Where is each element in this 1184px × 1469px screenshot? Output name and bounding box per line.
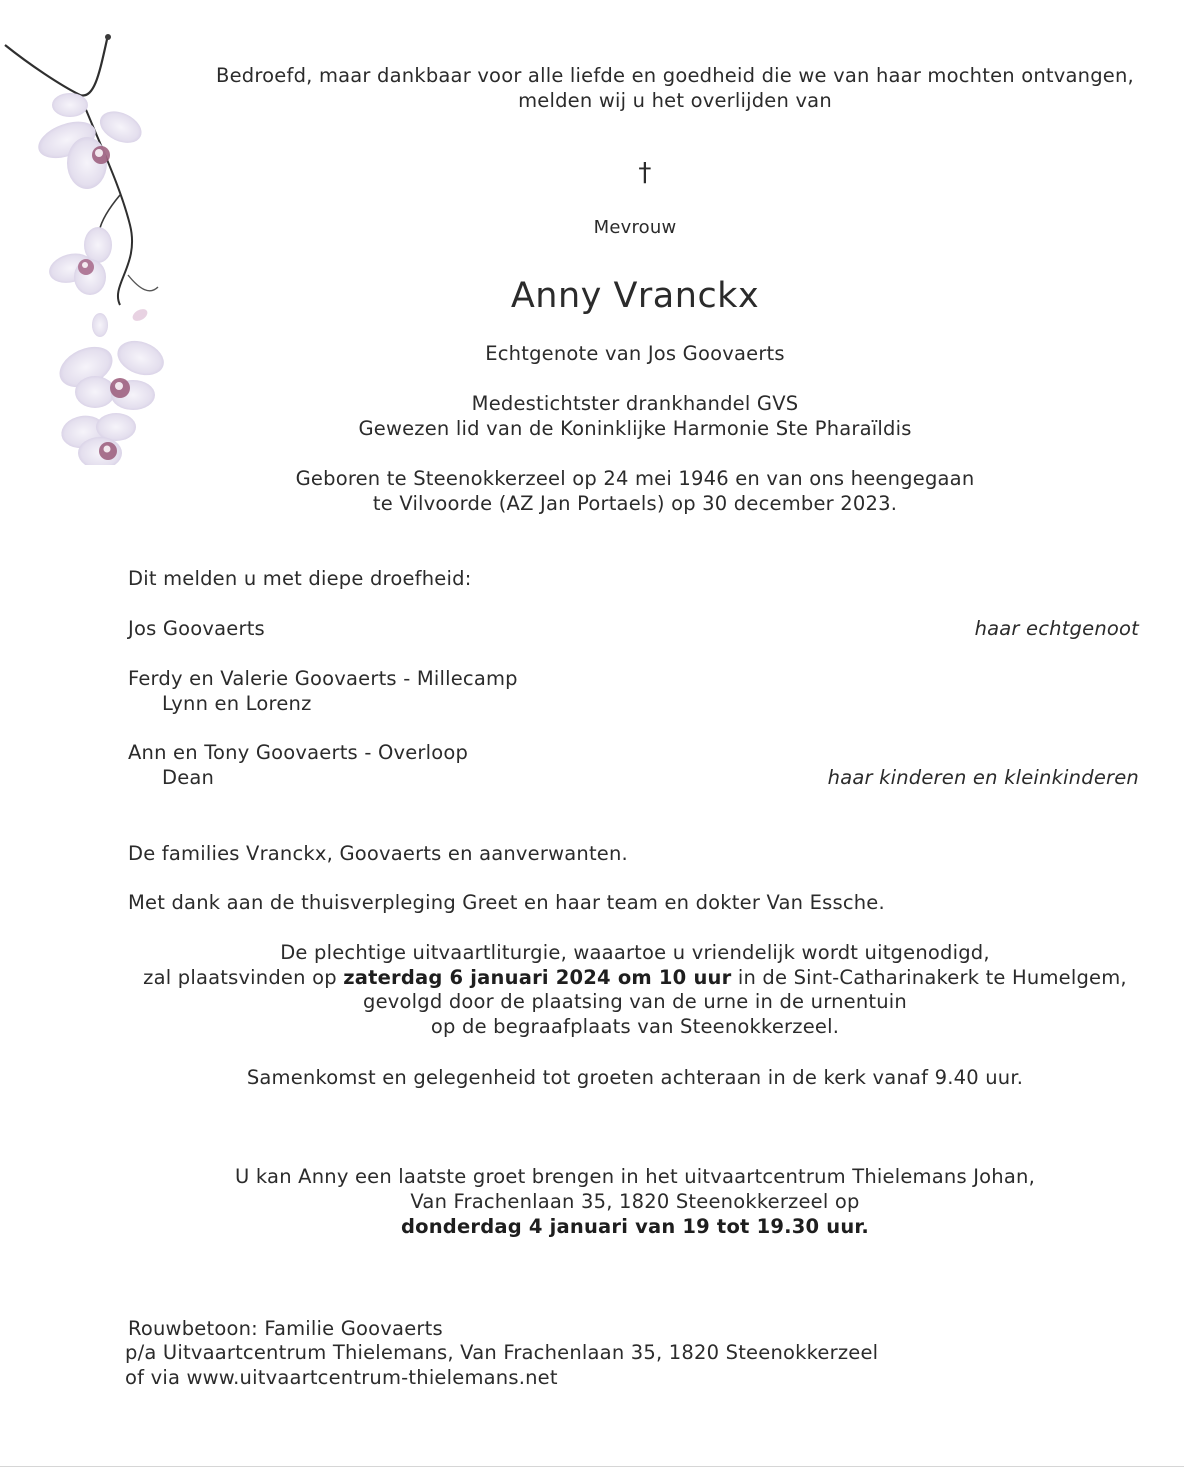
condolences-address: p/a Uitvaartcentrum Thielemans, Van Frachenlaan 35, 1820 Steenokkerzeel <box>125 1341 879 1364</box>
spouse-name: Jos Goovaerts <box>128 617 265 640</box>
condolences-line-1: Rouwbetoon: Familie Goovaerts <box>128 1317 443 1340</box>
spouse-relation: haar echtgenoot <box>974 617 1139 640</box>
funeral-line-3: gevolgd door de plaatsing van de urne in de urnentuin <box>363 990 907 1013</box>
visitation-line-2: Van Frachenlaan 35, 1820 Steenokkerzeel op <box>410 1190 860 1213</box>
orchid-branch-icon <box>0 25 170 465</box>
child-2: Ann en Tony Goovaerts - Overloop <box>128 741 469 764</box>
cross-symbol: † <box>638 158 652 188</box>
birth-death-line-2: te Vilvoorde (AZ Jan Portaels) op 30 december 2023. <box>372 492 898 515</box>
funeral-line-4: op de begraafplaats van Steenokkerzeel. <box>430 1015 840 1038</box>
gathering-line: Samenkomst en gelegenheid tot groeten achteraan in de kerk vanaf 9.40 uur. <box>246 1066 1024 1089</box>
intro-line-2: melden wij u het overlijden van <box>518 89 832 112</box>
visitation-date-text: donderdag 4 januari van 19 tot 19.30 uur. <box>400 1215 870 1238</box>
condolences-website[interactable]: of via www.uitvaartcentrum-thielemans.net <box>125 1366 558 1389</box>
funeral-date: zaterdag 6 januari 2024 om 10 uur <box>343 966 732 989</box>
funeral-line-2-post: in de Sint-Catharinakerk te Humelgem, <box>731 966 1127 989</box>
funeral-line-2 <box>0 966 1184 989</box>
child-1: Ferdy en Valerie Goovaerts - Millecamp <box>128 667 518 690</box>
announcement-intro: Dit melden u met diepe droefheid: <box>128 567 472 590</box>
bottom-divider <box>0 1466 1184 1467</box>
visitation-date <box>0 1215 1184 1238</box>
children-relation: haar kinderen en kleinkinderen <box>827 766 1139 789</box>
grandchildren-1: Lynn en Lorenz <box>162 692 312 715</box>
intro-line-1: Bedroefd, maar dankbaar voor alle liefde en goedheid die we van haar mochten ontvangen, <box>216 64 1134 87</box>
thanks-line: Met dank aan de thuisverpleging Greet en haar team en dokter Van Essche. <box>128 891 885 914</box>
grandchildren-2: Dean <box>162 766 215 789</box>
funeral-line-1: De plechtige uitvaartliturgie, waaartoe u vriendelijk wordt uitgenodigd, <box>280 941 990 964</box>
spouse-line: Echtgenote van Jos Goovaerts <box>485 342 785 365</box>
salutation: Mevrouw <box>593 217 677 238</box>
role-line-1: Medestichtster drankhandel GVS <box>471 392 799 415</box>
role-line-2: Gewezen lid van de Koninklijke Harmonie Ste Pharaïldis <box>358 417 912 440</box>
families-line: De families Vranckx, Goovaerts en aanverwanten. <box>128 842 628 865</box>
visitation-line-1: U kan Anny een laatste groet brengen in het uitvaartcentrum Thielemans Johan, <box>235 1165 1035 1188</box>
funeral-line-2-pre: zal plaatsvinden op <box>143 966 344 989</box>
birth-death-line-1: Geboren te Steenokkerzeel op 24 mei 1946 en van ons heengegaan <box>295 467 975 490</box>
deceased-name: Anny Vranckx <box>510 276 760 316</box>
